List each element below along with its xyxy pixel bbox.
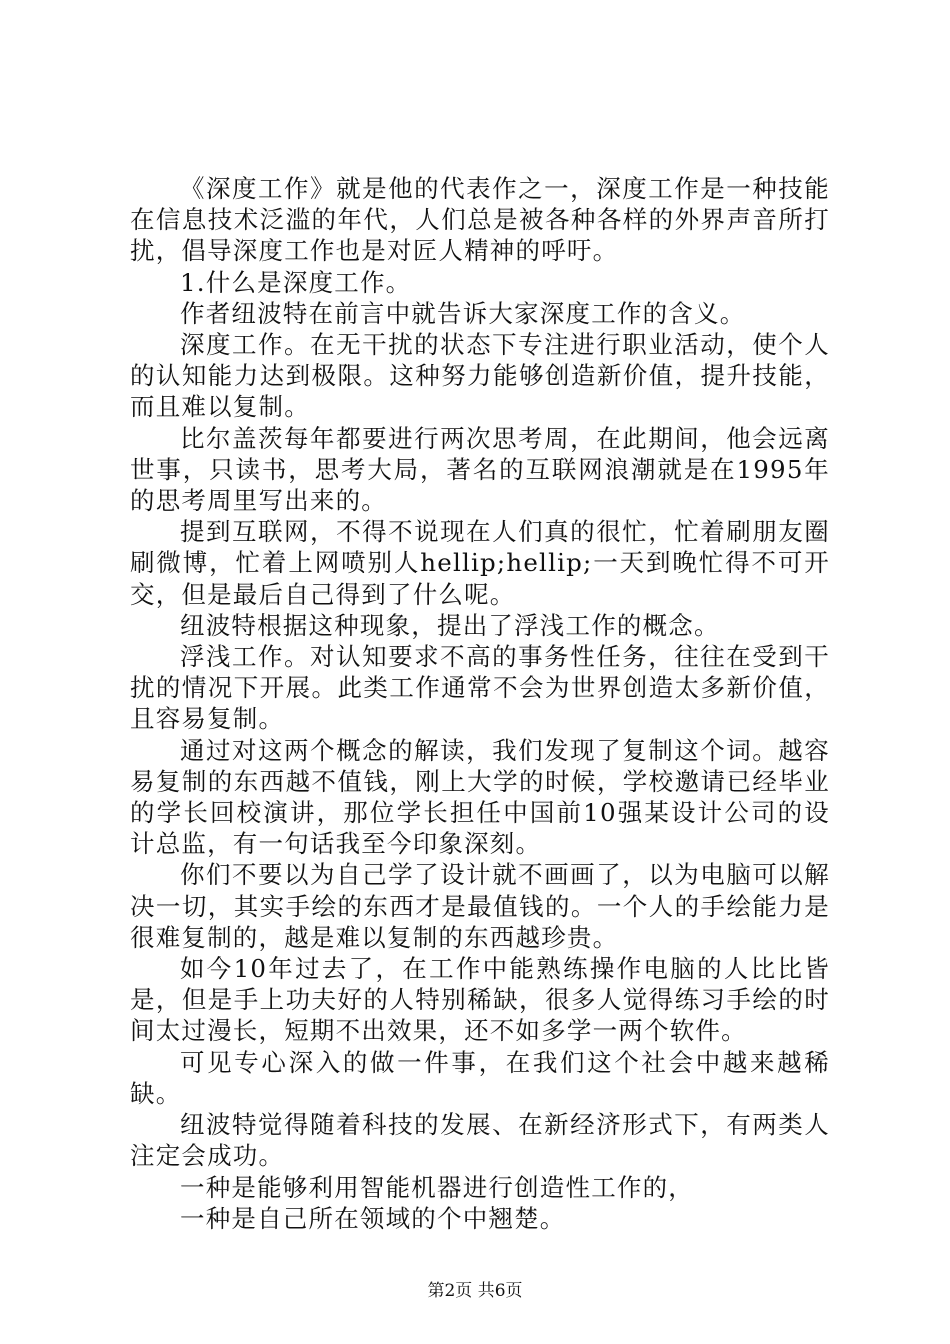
paragraph: 浮浅工作。对认知要求不高的事务性任务，往往在受到干扰的情况下开展。此类工作通常不会为世界创造太多新价值，且容易复制。 <box>130 642 830 734</box>
paragraph: 纽波特觉得随着科技的发展、在新经济形式下，有两类人注定会成功。 <box>130 1110 830 1171</box>
paragraph: 一种是能够利用智能机器进行创造性工作的， <box>180 1172 694 1202</box>
page-number-footer: 第2页 共6页 <box>427 1281 523 1301</box>
paragraph: 1.什么是深度工作。 <box>180 267 412 297</box>
paragraph: 你们不要以为自己学了设计就不画画了，以为电脑可以解决一切，其实手绘的东西才是最值钱的。一个人的手绘能力是很难复制的，越是难以复制的东西越珍贵。 <box>130 860 830 952</box>
paragraph: 一种是自己所在领域的个中翘楚。 <box>180 1203 566 1233</box>
paragraph: 如今10年过去了，在工作中能熟练操作电脑的人比比皆是，但是手上功夫好的人特别稀缺，很多人觉得练习手绘的时间太过漫长，短期不出效果，还不如多学一两个软件。 <box>130 954 830 1046</box>
paragraph: 《深度工作》就是他的代表作之一，深度工作是一种技能在信息技术泛滥的年代，人们总是被各种各样的外界声音所打扰，倡导深度工作也是对匠人精神的呼吁。 <box>130 174 830 266</box>
paragraph: 通过对这两个概念的解读，我们发现了复制这个词。越容易复制的东西越不值钱，刚上大学的时候，学校邀请已经毕业的学长回校演讲，那位学长担任中国前10强某设计公司的设计总监，有一句话我至今印象深刻。 <box>130 735 830 859</box>
paragraph: 作者纽波特在前言中就告诉大家深度工作的含义。 <box>180 298 746 328</box>
paragraph: 可见专心深入的做一件事，在我们这个社会中越来越稀缺。 <box>130 1047 830 1108</box>
paragraph: 比尔盖茨每年都要进行两次思考周，在此期间，他会远离世事，只读书，思考大局，著名的互联网浪潮就是在1995年的思考周里写出来的。 <box>130 423 830 516</box>
paragraph: 纽波特根据这种现象，提出了浮浅工作的概念。 <box>180 610 720 640</box>
paragraph: 提到互联网，不得不说现在人们真的很忙，忙着刷朋友圈刷微博，忙着上网喷别人hellip;hellip;一天到晚忙得不可开交，但是最后自己得到了什么呢。 <box>130 517 830 609</box>
paragraph: 深度工作。在无干扰的状态下专注进行职业活动，使个人的认知能力达到极限。这种努力能够创造新价值，提升技能，而且难以复制。 <box>130 330 830 422</box>
document-body <box>130 173 830 1234</box>
